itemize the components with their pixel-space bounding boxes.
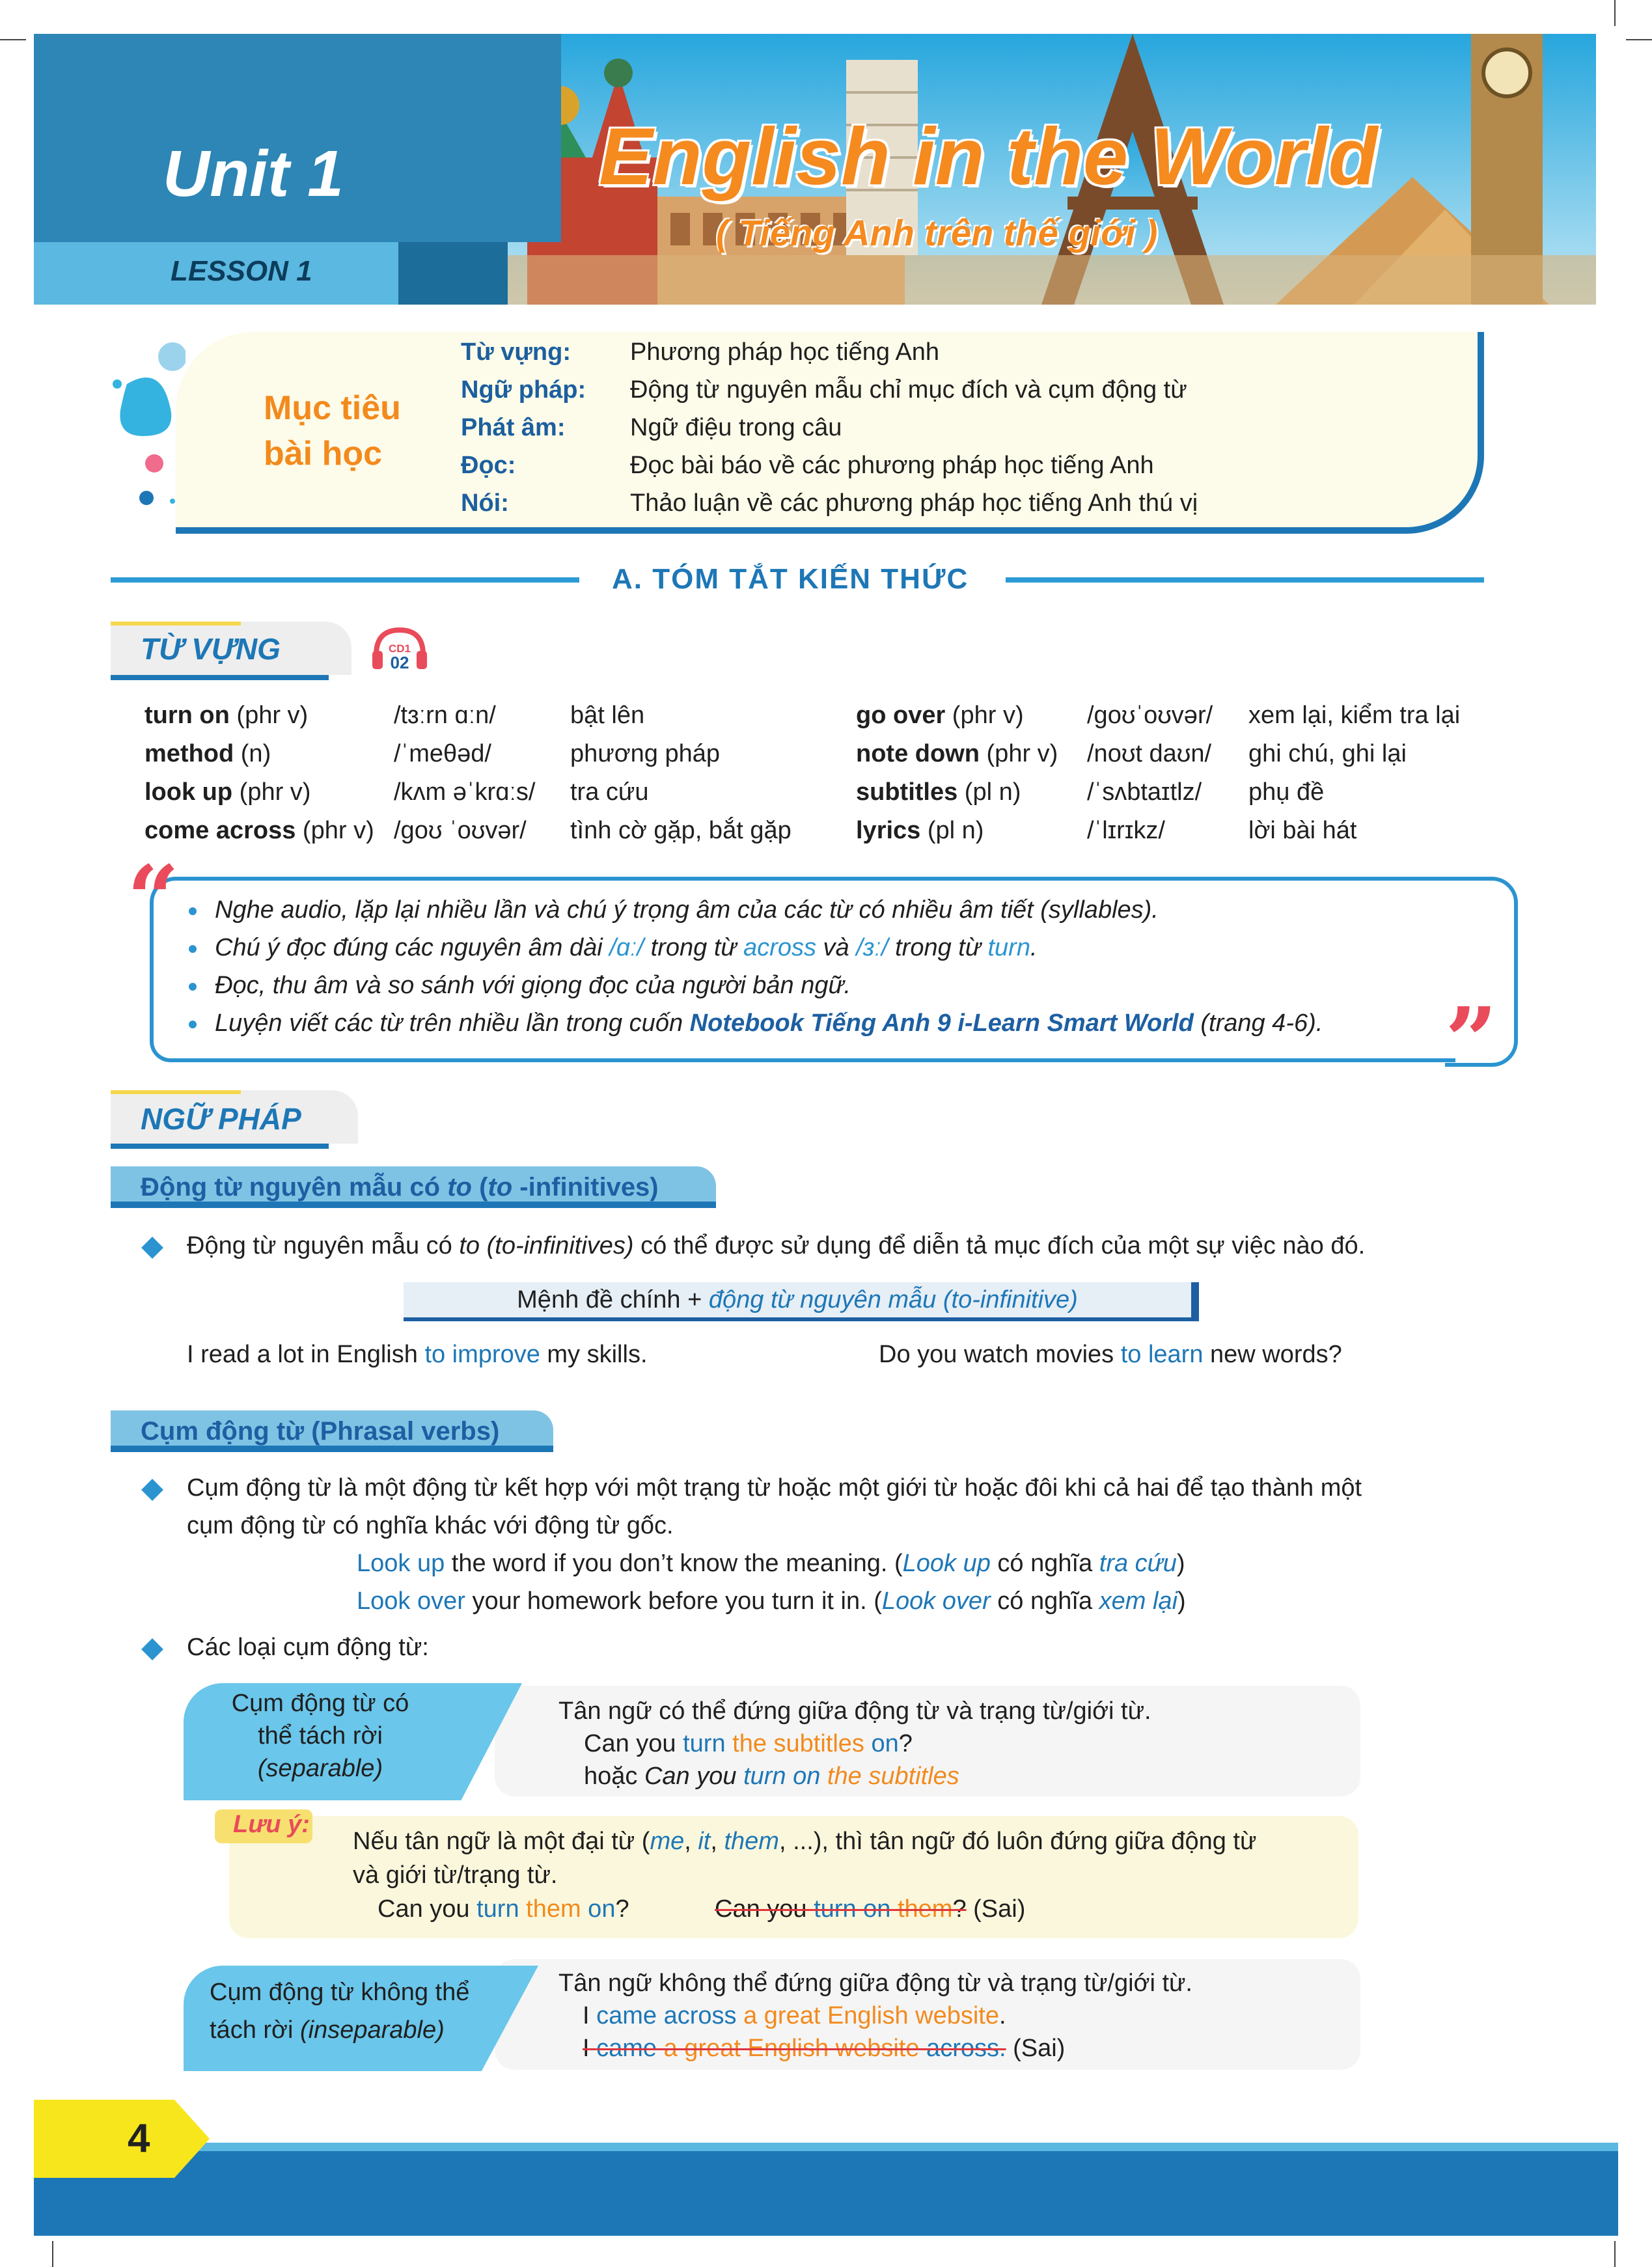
footer-bar — [34, 2151, 1618, 2236]
note-label: Lưu ý: — [233, 1811, 310, 1838]
infinitive-heading: Động từ nguyên mẫu có to (to -infinitives) — [141, 1173, 659, 1202]
page-number-tab — [34, 2100, 210, 2178]
vocab-meaning: lời bài hát — [1248, 817, 1357, 844]
inseparable-example: I came across a great English website. — [583, 2002, 1006, 2029]
vocab-entry: lyrics (pl n) — [856, 817, 984, 844]
objective-row: Ngữ pháp: Động từ nguyên mẫu chỉ mục đích và cụm động từ — [461, 376, 1187, 404]
section-divider — [111, 577, 579, 583]
close-quote-icon: ” — [1445, 988, 1498, 1095]
footer-accent — [34, 2143, 1618, 2152]
bullet-icon — [189, 983, 197, 991]
bubbles-decoration — [107, 338, 186, 514]
vocab-entry: look up (phr v) — [145, 778, 311, 806]
phrasal-description: cụm động từ có nghĩa khác với động từ gốc. — [187, 1512, 674, 1539]
vocab-entry: subtitles (pl n) — [856, 778, 1021, 806]
vocab-ipa: /noʊt daʊn/ — [1087, 740, 1212, 767]
open-quote-icon: “ — [127, 846, 180, 953]
separable-example: hoặc Can you turn on the subtitles — [584, 1763, 959, 1790]
infinitive-example: Do you watch movies to learn new words? — [879, 1341, 1342, 1368]
tab-underline — [111, 1144, 329, 1149]
vocab-meaning: bật lên — [570, 702, 645, 729]
inseparable-wrong-example: I came a great English website across. (Sai) — [583, 2035, 1066, 2062]
objective-row: Từ vựng: Phương pháp học tiếng Anh — [461, 338, 940, 366]
vocab-entry: turn on (phr v) — [145, 702, 309, 729]
vocab-meaning: xem lại, kiểm tra lại — [1248, 702, 1461, 729]
crop-mark — [1614, 2241, 1616, 2267]
page-number: 4 — [128, 2116, 150, 2161]
inseparable-rule: Tân ngữ không thể đứng giữa động từ và trạng từ/giới từ. — [558, 1970, 1192, 1997]
tip-item: Luyện viết các từ trên nhiều lần trong cuốn Notebook Tiếng Anh 9 i-Learn Smart World (trang 4-6). — [189, 1010, 1323, 1037]
separable-tag-label: Cụm động từ có thể tách rời (separable) — [231, 1690, 409, 1782]
bullet-icon — [189, 907, 197, 915]
tips-box-bottom — [150, 1041, 1455, 1062]
lesson-label: LESSON 1 — [171, 255, 312, 287]
objective-row: Phát âm: Ngữ điệu trong câu — [461, 414, 842, 441]
objective-row: Nói: Thảo luận về các phương pháp học tiếng Anh thú vị — [461, 489, 1198, 517]
infinitive-description: Động từ nguyên mẫu có to (to-infinitives) có thể được sử dụng để diễn tả mục đích của một sự việc nào đó. — [187, 1232, 1366, 1259]
crop-mark — [1614, 0, 1616, 26]
phrasal-example: Look up the word if you don’t know the meaning. (Look up có nghĩa tra cứu) — [357, 1550, 1185, 1577]
bullet-icon — [189, 945, 197, 953]
formula-box: Mệnh đề chính + động từ nguyên mẫu (to-infinitive) — [404, 1282, 1199, 1321]
vocab-meaning: phụ đề — [1248, 778, 1325, 806]
unit-title: Unit 1 — [163, 137, 344, 210]
vocab-ipa: /tɜːrn ɑːn/ — [394, 702, 496, 729]
bullet-icon — [189, 1021, 197, 1028]
tab-accent — [111, 622, 241, 625]
vocab-entry: come across (phr v) — [145, 817, 374, 844]
inseparable-tag-label: Cụm động từ không thể tách rời (inseparable) — [210, 1979, 470, 2044]
diamond-bullet-icon — [141, 1479, 163, 1501]
crop-mark — [1626, 39, 1652, 40]
diamond-bullet-icon — [141, 1638, 163, 1660]
separable-rule: Tân ngữ có thể đứng giữa động từ và trạng từ/giới từ. — [558, 1697, 1151, 1725]
objective-row: Đọc: Đọc bài báo về các phương pháp học tiếng Anh — [461, 452, 1154, 479]
vocab-meaning: phương pháp — [570, 740, 720, 767]
note-text: Nếu tân ngữ là một đại từ (me, it, them, ...), thì tân ngữ đó luôn đứng giữa động từ — [353, 1828, 1257, 1855]
crop-mark — [52, 2241, 53, 2267]
vocab-entry: note down (phr v) — [856, 740, 1058, 767]
page-title: English in the World — [599, 112, 1378, 202]
vocab-ipa: /goʊˈoʊvər/ — [1087, 702, 1213, 729]
note-wrong-example: Can you turn on them? (Sai) — [715, 1895, 1026, 1923]
vocab-entry: method (n) — [145, 740, 271, 767]
vocab-meaning: ghi chú, ghi lại — [1248, 740, 1407, 767]
tip-item: Nghe audio, lặp lại nhiều lần và chú ý trọng âm của các từ có nhiều âm tiết (syllables). — [189, 896, 1159, 924]
vocab-meaning: tra cứu — [570, 778, 649, 806]
section-heading: A. TÓM TẮT KIẾN THỨC — [612, 563, 969, 595]
tab-underline — [111, 675, 329, 680]
phrasal-description: Cụm động từ là một động từ kết hợp với một trạng từ hoặc một giới từ hoặc đôi khi cả hai để tạo thành một — [187, 1474, 1362, 1502]
page-subtitle: ( Tiếng Anh trên thế giới ) — [716, 212, 1158, 253]
note-text: và giới từ/trạng từ. — [353, 1862, 558, 1889]
vocab-label: TỪ VỰNG — [141, 632, 281, 666]
phrasal-example: Look over your homework before you turn it in. (Look over có nghĩa xem lại) — [357, 1587, 1186, 1615]
vocab-ipa: /kʌm əˈkrɑːs/ — [394, 778, 536, 806]
diamond-bullet-icon — [141, 1237, 163, 1259]
heading-underline — [111, 1446, 553, 1452]
tip-item: Chú ý đọc đúng các nguyên âm dài /ɑː/ trong từ across và /ɜː/ trong từ turn. — [189, 934, 1038, 962]
vocab-ipa: /ˈmeθəd/ — [394, 740, 491, 767]
vocab-meaning: tình cờ gặp, bắt gặp — [570, 817, 792, 844]
note-example: Can you turn them on? — [378, 1895, 629, 1923]
vocab-entry: go over (phr v) — [856, 702, 1024, 729]
tip-item: Đọc, thu âm và so sánh với giọng đọc của người bản ngữ. — [189, 972, 851, 1000]
grammar-label: NGỮ PHÁP — [141, 1102, 301, 1136]
crop-mark — [0, 39, 26, 40]
audio-cd-icon[interactable]: CD1 02 — [371, 626, 428, 672]
phrasal-types-intro: Các loại cụm động từ: — [187, 1634, 429, 1661]
tab-accent — [111, 1090, 241, 1094]
infinitive-example: I read a lot in English to improve my skills. — [187, 1341, 648, 1368]
section-divider — [1006, 577, 1484, 583]
phrasal-heading: Cụm động từ (Phrasal verbs) — [141, 1417, 500, 1446]
objectives-title: Mục tiêu bài học — [264, 389, 401, 473]
vocab-ipa: /ˈsʌbtaɪtlz/ — [1087, 778, 1202, 806]
vocab-ipa: /ˈlɪrɪkz/ — [1087, 817, 1165, 844]
vocab-ipa: /goʊ ˈoʊvər/ — [394, 817, 527, 844]
separable-example: Can you turn the subtitles on? — [584, 1730, 913, 1757]
heading-underline — [111, 1202, 716, 1208]
